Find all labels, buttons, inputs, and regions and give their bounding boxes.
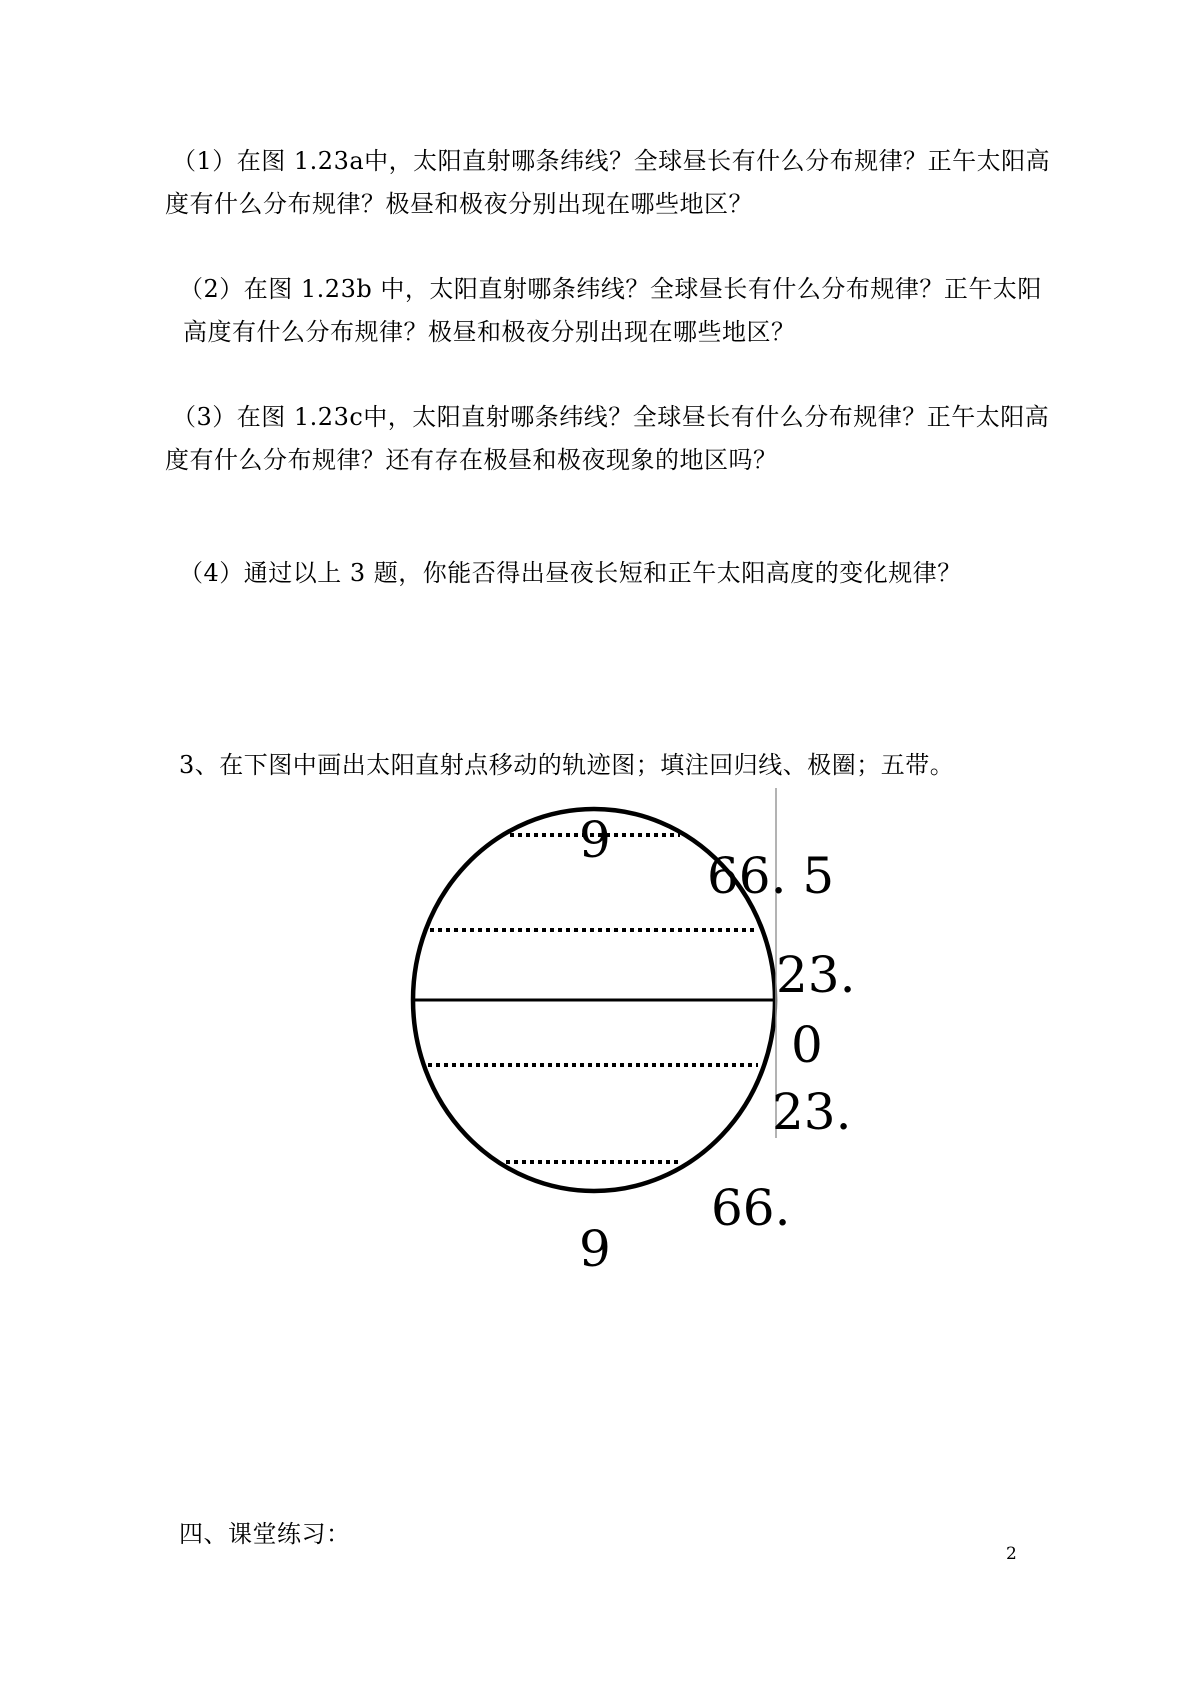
page-number: 2 xyxy=(1006,1544,1017,1564)
section-4-heading: 四、课堂练习： xyxy=(179,1520,351,1548)
question-4-line-1: （4）通过以上 3 题，你能否得出昼夜长短和正午太阳高度的变化规律？ xyxy=(179,559,962,587)
equator-label: 0 xyxy=(791,1016,823,1074)
tropic-of-capricorn-label: 23. xyxy=(772,1083,852,1141)
south-pole-label: 9 xyxy=(579,1220,611,1278)
question-2-line-1: （2）在图 1.23b 中，太阳直射哪条纬线？全球昼长有什么分布规律？正午太阳 xyxy=(179,275,1042,303)
question-1-line-2: 度有什么分布规律？极昼和极夜分别出现在哪些地区？ xyxy=(165,190,753,218)
question-3-line-1: （3）在图 1.23c中，太阳直射哪条纬线？全球昼长有什么分布规律？正午太阳高 xyxy=(172,403,1050,431)
question-3-line-2: 度有什么分布规律？还有存在极昼和极夜现象的地区吗？ xyxy=(165,446,778,474)
arctic-circle-label: 66. 5 xyxy=(707,847,835,905)
question-2-line-2: 高度有什么分布规律？极昼和极夜分别出现在哪些地区？ xyxy=(183,318,796,346)
task-3-instruction: 3、在下图中画出太阳直射点移动的轨迹图；填注回归线、极圈；五带。 xyxy=(179,751,955,779)
north-pole-label: 9 xyxy=(579,811,611,869)
question-1-line-1: （1）在图 1.23a中，太阳直射哪条纬线？全球昼长有什么分布规律？正午太阳高 xyxy=(172,147,1051,175)
tropic-of-cancer-label: 23. xyxy=(776,946,856,1004)
antarctic-circle-label: 66. xyxy=(711,1179,791,1237)
